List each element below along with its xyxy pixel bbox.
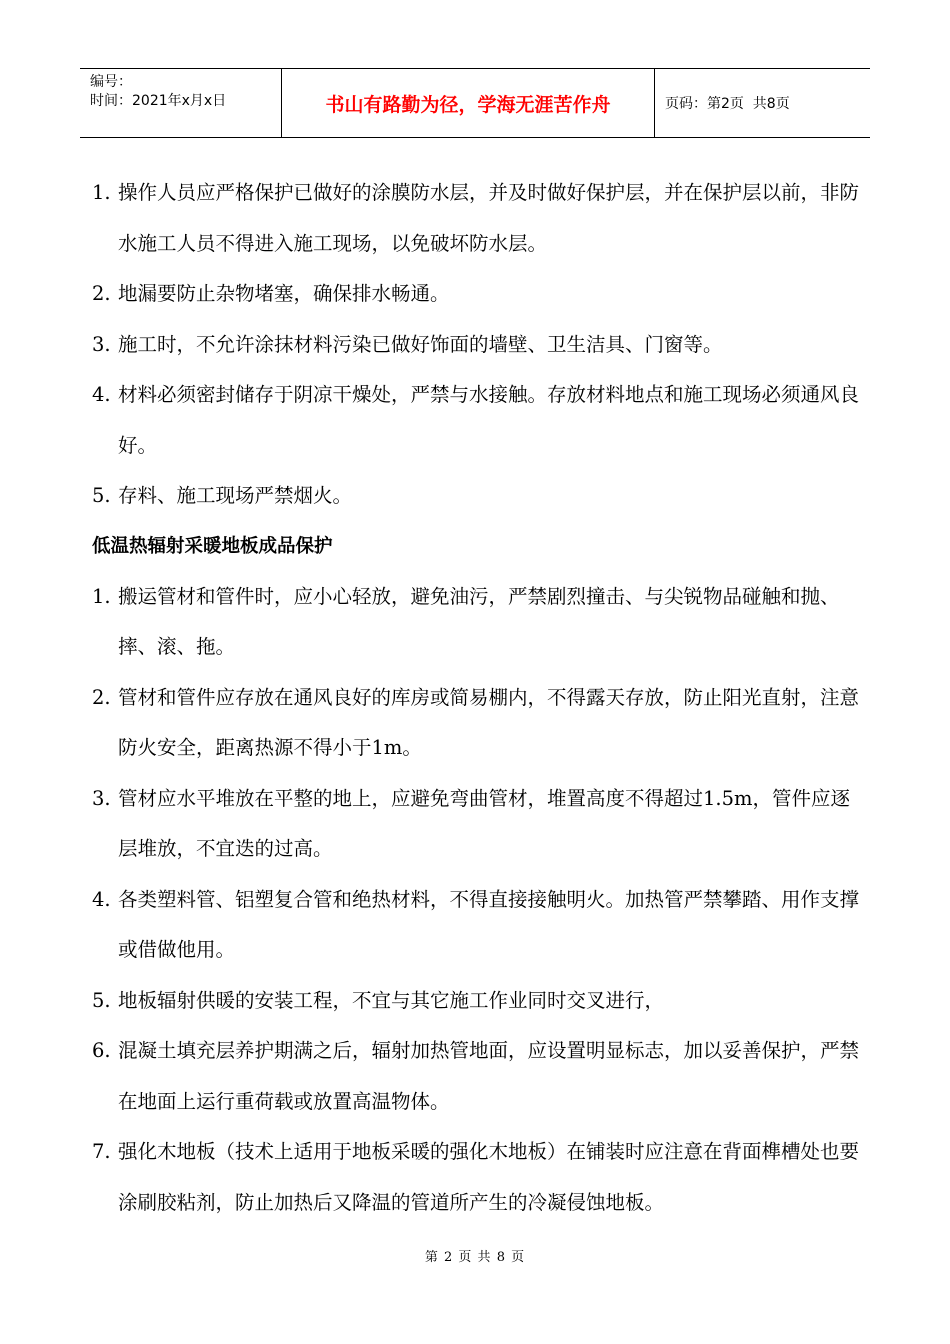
list-item-number: 1.	[92, 584, 111, 608]
list-item-text: 材料必须密封储存于阴凉干燥处，严禁与水接触。存放材料地点和施工现场必须通风良好。	[118, 383, 860, 457]
list-item-number: 6.	[92, 1039, 111, 1062]
list-item	[92, 673, 882, 774]
list-item	[92, 269, 882, 320]
header-motto: 书山有路勤为径，学海无涯苦作舟	[282, 69, 655, 137]
list-item-text: 混凝土填充层养护期满之后，辐射加热管地面，应设置明显标志，加以妥善保护，严禁在地面上运行重荷载或放置高温物体。	[118, 1039, 860, 1113]
header-meta	[80, 69, 282, 137]
list-item	[92, 471, 882, 522]
list-item	[92, 976, 882, 1027]
list-item-number: 1.	[92, 181, 111, 204]
list-item	[92, 168, 882, 269]
list-item	[92, 1127, 882, 1228]
document-number-label: 编号：	[90, 74, 132, 90]
list-item-text: 搬运管材和管件时，应小心轻放，避免油污，严禁剧烈撞击、与尖锐物品碰触和抛、摔、滚、拖。	[118, 584, 840, 658]
list-item-text: 地板辐射供暖的安装工程，不宜与其它施工作业同时交叉进行，	[118, 988, 665, 1012]
page-footer: 第 2 页 共 8 页	[424, 1250, 526, 1265]
list-item	[92, 370, 882, 471]
floor-heating-list	[92, 572, 882, 1229]
page-label: 页码：第2页 共8页	[665, 96, 790, 112]
document-body	[92, 168, 882, 1228]
date-label: 时间：2021年x月x日	[90, 93, 227, 109]
list-item-number: 5.	[92, 484, 111, 507]
list-item-number: 7.	[92, 1140, 111, 1163]
section-heading: 低温热辐射采暖地板成品保护	[92, 535, 333, 557]
list-item-text: 管材和管件应存放在通风良好的库房或简易棚内，不得露天存放，防止阳光直射，注意防火安全，距离热源不得小于1m。	[118, 685, 860, 759]
list-item-text: 存料、施工现场严禁烟火。	[118, 484, 353, 507]
list-item-text: 各类塑料管、铝塑复合管和绝热材料，不得直接接触明火。加热管严禁攀踏、用作支撑或借做他用。	[118, 887, 860, 961]
list-item-number: 2.	[92, 282, 111, 305]
protection-list	[92, 168, 882, 522]
list-item-number: 3.	[92, 786, 111, 810]
list-item	[92, 572, 882, 673]
list-item-text: 操作人员应严格保护已做好的涂膜防水层，并及时做好保护层，并在保护层以前，非防水施工人员不得进入施工现场，以免破坏防水层。	[118, 181, 860, 255]
list-item	[92, 875, 882, 976]
list-item-number: 3.	[92, 332, 111, 356]
list-item-number: 4.	[92, 383, 111, 406]
list-item	[92, 320, 882, 371]
list-item-text: 管材应水平堆放在平整的地上，应避免弯曲管材，堆置高度不得超过1.5m，管件应逐层堆放，不宜迭的过高。	[118, 786, 851, 860]
list-item-text: 施工时，不允许涂抹材料污染已做好饰面的墙壁、卫生洁具、门窗等。	[118, 332, 723, 356]
header-page-info	[655, 69, 870, 137]
list-item-number: 4.	[92, 887, 111, 911]
page-header	[80, 68, 870, 138]
list-item-text: 地漏要防止杂物堵塞，确保排水畅通。	[118, 282, 450, 305]
list-item-text: 强化木地板（技术上适用于地板采暖的强化木地板）在铺装时应注意在背面榫槽处也要涂刷胶粘剂，防止加热后又降温的管道所产生的冷凝侵蚀地板。	[118, 1140, 860, 1214]
list-item-number: 2.	[92, 685, 111, 709]
list-item-number: 5.	[92, 988, 111, 1012]
list-item	[92, 774, 882, 875]
list-item	[92, 1026, 882, 1127]
